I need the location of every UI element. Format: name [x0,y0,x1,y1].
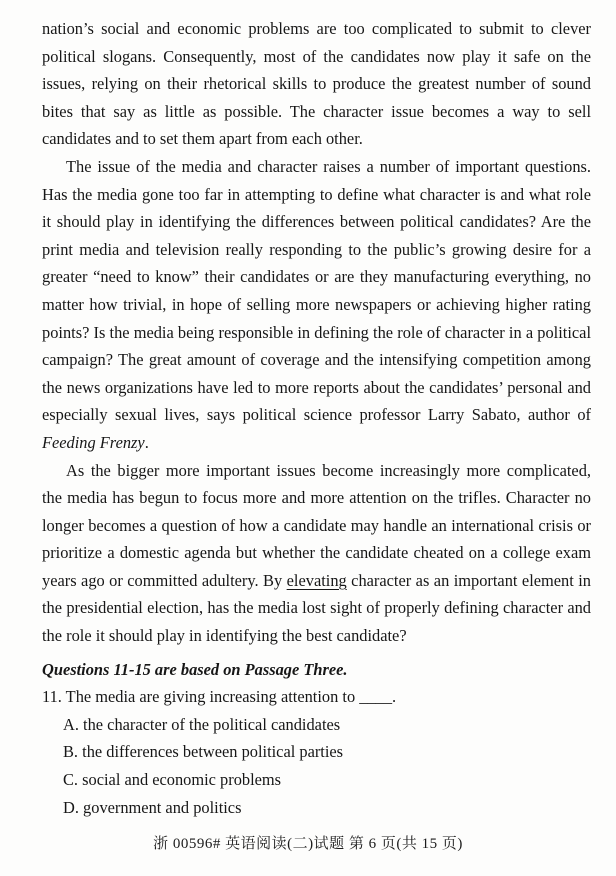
passage-paragraph-1: nation’s social and economic problems are too complicated to submit to clever political slogans. Consequently, most of the candidates now play it safe on the issues, relying on their rhetorical skills to produce the greatest number of sound bites that say as little as possible. The character issue becomes a way to sell candidates and to set them apart from each other. [42,19,591,149]
question-11-option-c [42,766,591,794]
questions-header: Questions 11-15 are based on Passage Three. [42,659,348,679]
question-11-stem: 11. The media are giving increasing attention to ____. [42,687,397,707]
option-d-label: D. [63,797,79,817]
question-11-option-b [42,738,591,766]
passage-paragraph-2 [42,153,591,457]
option-d-text: government and politics [83,797,242,817]
paragraph-2-period: . [144,432,149,452]
option-b-label: B. [63,742,79,762]
paragraph-3-text-before: As the bigger more important issues become increasingly more complicated, the media has begun to focus more and more attention on the trifles. Character no longer becomes a question of how a candidate may handle an international crisis or prioritize a domestic agenda but whether the candidate cheated on a college exam years ago or committed adultery. By [42,460,591,590]
option-b-text: the differences between political parties [82,742,344,762]
option-c-label: C. [63,770,79,790]
underlined-word-elevating: elevating [286,570,347,590]
question-11-option-a [42,711,591,739]
option-c-text: social and economic problems [82,770,282,790]
paragraph-3-text-after: character as an important element in the presidential election, has the media lost sight of properly defining character and the role it should play in identifying the best candidate? [42,570,592,646]
page-footer: 浙 00596# 英语阅读(二)试题 第 6 页(共 15 页) [153,836,463,852]
question-11-option-d [42,794,591,822]
option-a-text: the character of the political candidates [83,714,341,734]
passage-content [42,15,591,821]
book-title-feeding-frenzy: Feeding Frenzy [42,432,145,452]
paragraph-2-text: The issue of the media and character raises a number of important questions. Has the media gone too far in attempting to define what character is and what role it should play in identifying the differences between political candidates? Are the print media and television really responding to the public’s growing desire for a greater “need to know” their candidates or are they manufacturing everything, no matter how trivial, in hope of selling more newspapers or achieving higher rating points? Is the media being responsible in defining the role of character in a political campaign? The great amount of coverage and the intensifying competition among the news organizations have led to more reports about the candidates’ personal and especially sexual lives, says political science professor Larry Sabato, author of [42,156,591,425]
option-a-label: A. [63,714,79,734]
passage-paragraph-3 [42,457,591,650]
